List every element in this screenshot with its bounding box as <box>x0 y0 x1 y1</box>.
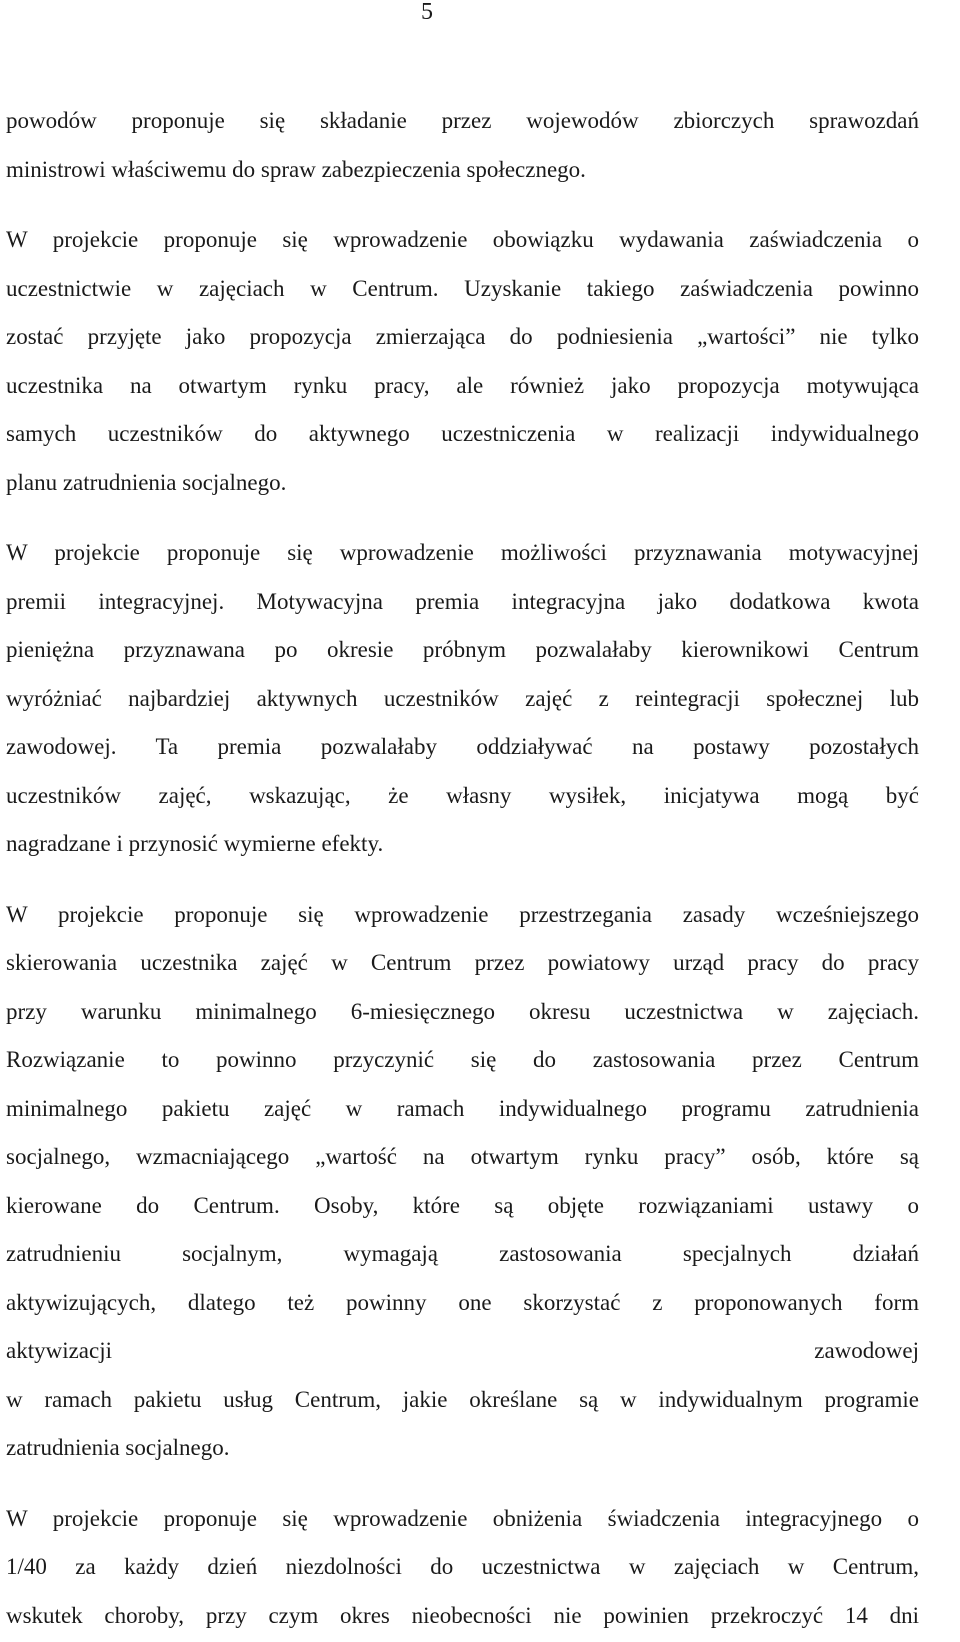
text-line: zatrudnieniu socjalnym, wymagają zastosowania specjalnych działań <box>6 1241 919 1266</box>
paragraph-referral <box>6 891 919 1473</box>
text-line: W projekcie proponuje się wprowadzenie przestrzegania zasady wcześniejszego <box>6 901 919 927</box>
text-line: wskutek choroby, przy czym okres nieobecności nie powinien przekroczyć 14 dni <box>6 1602 919 1628</box>
paragraph-reduction <box>6 1495 919 1641</box>
text-line: aktywizujących, dlatego też powinny one skorzystać z proponowanych form <box>6 1289 919 1315</box>
text-line: kierowane do Centrum. Osoby, które są objęte rozwiązaniami ustawy o <box>6 1192 919 1218</box>
page-number: 5 <box>421 0 433 25</box>
text-line: uczestnika na otwartym rynku pracy, ale również jako propozycja motywująca <box>6 372 919 398</box>
text-line: socjalnego, wzmacniającego „wartość na otwartym rynku pracy” osób, które są <box>6 1144 919 1169</box>
text-line: zawodowej. Ta premia pozwalałaby oddziaływać na postawy pozostałych <box>6 734 919 759</box>
text-line: premii integracyjnej. Motywacyjna premia integracyjna jako dodatkowa kwota <box>6 588 919 614</box>
paragraph-premium <box>6 529 919 869</box>
text-line: W projekcie proponuje się wprowadzenie możliwości przyznawania motywacyjnej <box>6 540 919 565</box>
text-line: W projekcie proponuje się wprowadzenie obniżenia świadczenia integracyjnego o <box>6 1505 919 1531</box>
text-line: zostać przyjęte jako propozycja zmierzająca do podniesienia „wartości” nie tylko <box>6 324 919 349</box>
text-line: zatrudnienia socjalnego. <box>6 1435 230 1460</box>
text-line: planu zatrudnienia socjalnego. <box>6 469 287 495</box>
text-line: minimalnego pakietu zajęć w ramach indywidualnego programu zatrudnienia <box>6 1095 919 1121</box>
text-line: nagradzane i przynosić wymierne efekty. <box>6 831 384 856</box>
text-line: wyróżniać najbardziej aktywnych uczestników zajęć z reintegracji społecznej lub <box>6 685 919 711</box>
text-line: aktywizacji zawodowej <box>6 1338 919 1363</box>
text-line: W projekcie proponuje się wprowadzenie obowiązku wydawania zaświadczenia o <box>6 227 919 252</box>
text-line: przy warunku minimalnego 6-miesięcznego okresu uczestnictwa w zajęciach. <box>6 998 919 1024</box>
text-line: w ramach pakietu usług Centrum, jakie określane są w indywidualnym programie <box>6 1386 919 1412</box>
text-line: samych uczestników do aktywnego uczestniczenia w realizacji indywidualnego <box>6 421 919 446</box>
paragraph-certificate <box>6 216 919 507</box>
text-line: Rozwiązanie to powinno przyczynić się do zastosowania przez Centrum <box>6 1047 919 1072</box>
document-body <box>6 97 919 1642</box>
text-line: 1/40 za każdy dzień niezdolności do uczestnictwa w zajęciach w Centrum, <box>6 1554 919 1579</box>
text-line: skierowania uczestnika zajęć w Centrum przez powiatowy urząd pracy do pracy <box>6 950 919 975</box>
text-line: powodów proponuje się składanie przez wojewodów zbiorczych sprawozdań <box>6 108 919 133</box>
text-line: pieniężna przyznawana po okresie próbnym pozwalałaby kierownikowi Centrum <box>6 637 919 662</box>
text-line: uczestników zajęć, wskazując, że własny wysiłek, inicjatywa mogą być <box>6 782 919 808</box>
text-line: ministrowi właściwemu do spraw zabezpieczenia społecznego. <box>6 156 586 182</box>
paragraph-reports <box>6 97 919 194</box>
text-line: uczestnictwie w zajęciach w Centrum. Uzyskanie takiego zaświadczenia powinno <box>6 275 919 301</box>
